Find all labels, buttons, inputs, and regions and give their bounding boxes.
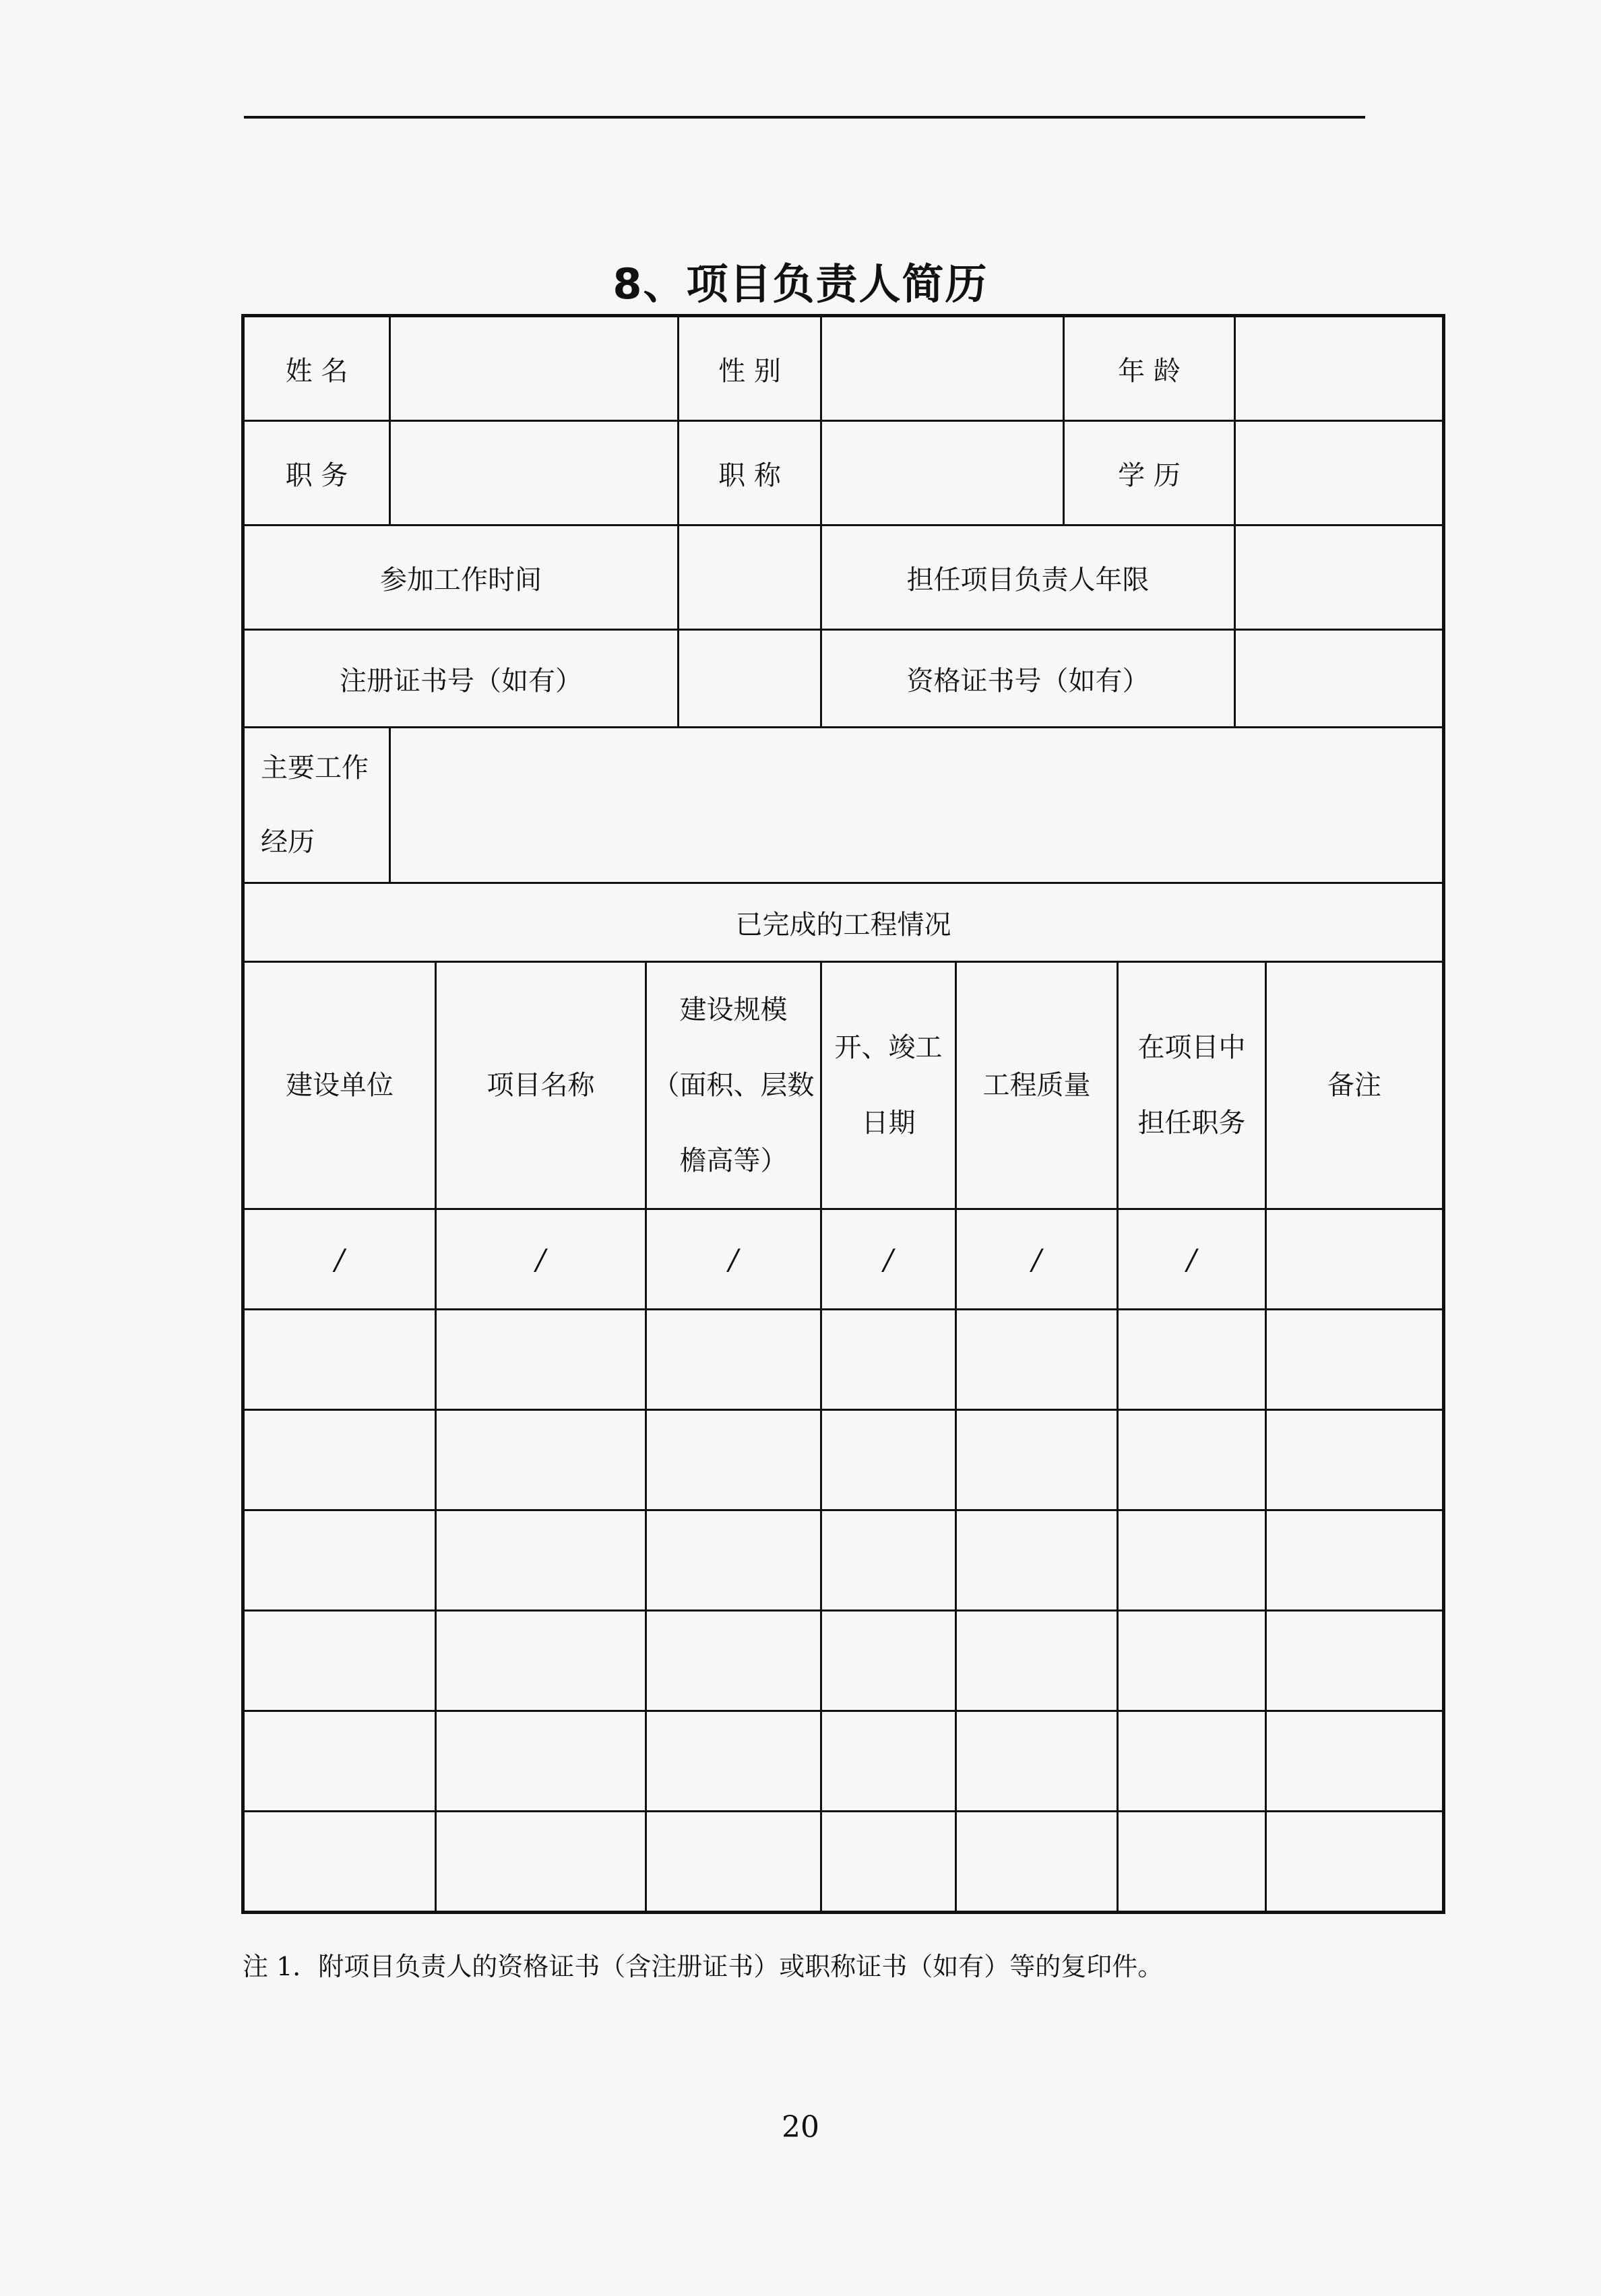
table-cell[interactable] — [646, 1410, 821, 1510]
table-cell[interactable]: / — [821, 1209, 956, 1310]
table-cell[interactable] — [821, 1711, 956, 1812]
scale-line3: 檐高等） — [679, 1145, 788, 1176]
table-row — [243, 1510, 1444, 1611]
header-rule — [244, 116, 1365, 119]
table-cell[interactable] — [821, 1410, 956, 1510]
name-field[interactable] — [390, 316, 679, 421]
table-cell[interactable] — [956, 1310, 1118, 1410]
experience-label-line1: 主要工作 — [261, 753, 369, 784]
table-cell[interactable] — [436, 1711, 646, 1812]
table-cell[interactable] — [646, 1310, 821, 1410]
table-cell[interactable] — [436, 1812, 646, 1913]
table-cell[interactable] — [1118, 1711, 1266, 1812]
table-cell[interactable]: / — [436, 1209, 646, 1310]
table-cell[interactable] — [1266, 1209, 1444, 1310]
table-cell[interactable] — [1266, 1611, 1444, 1711]
education-label: 学 历 — [1064, 421, 1235, 525]
table-cell[interactable]: / — [956, 1209, 1118, 1310]
table-cell[interactable] — [646, 1812, 821, 1913]
scale-line1: 建设规模 — [679, 994, 788, 1025]
col-header-client: 建设单位 — [243, 962, 436, 1209]
table-cell[interactable] — [436, 1310, 646, 1410]
resume-info-table — [241, 314, 1445, 963]
table-cell[interactable] — [243, 1310, 436, 1410]
table-cell[interactable] — [1266, 1711, 1444, 1812]
qual-cert-field[interactable] — [1235, 630, 1444, 728]
work-start-label: 参加工作时间 — [243, 525, 679, 630]
table-cell[interactable] — [1118, 1310, 1266, 1410]
qual-cert-label: 资格证书号（如有） — [821, 630, 1235, 728]
table-cell[interactable] — [243, 1410, 436, 1510]
age-field[interactable] — [1235, 316, 1444, 421]
table-cell[interactable] — [1118, 1410, 1266, 1510]
experience-label — [243, 728, 390, 883]
title-label: 职 称 — [679, 421, 821, 525]
table-cell[interactable] — [646, 1510, 821, 1611]
role-line2: 担任职务 — [1137, 1108, 1246, 1139]
reg-cert-field[interactable] — [679, 630, 821, 728]
empty-rows — [243, 1310, 1444, 1913]
col-header-dates — [821, 962, 956, 1209]
table-cell[interactable] — [1118, 1510, 1266, 1611]
title-field[interactable] — [821, 421, 1064, 525]
table-cell[interactable] — [1266, 1812, 1444, 1913]
table-row — [243, 1310, 1444, 1410]
gender-field[interactable] — [821, 316, 1064, 421]
table-cell[interactable] — [1266, 1510, 1444, 1611]
table-cell[interactable] — [1118, 1812, 1266, 1913]
name-label: 姓 名 — [243, 316, 390, 421]
gender-label: 性 别 — [679, 316, 821, 421]
table-cell[interactable] — [243, 1611, 436, 1711]
table-cell[interactable] — [646, 1611, 821, 1711]
table-cell[interactable] — [1266, 1310, 1444, 1410]
col-header-scale — [646, 962, 821, 1209]
table-cell[interactable]: / — [1118, 1209, 1266, 1310]
dates-line1: 开、竣工 — [834, 1032, 943, 1063]
role-line1: 在项目中 — [1137, 1032, 1246, 1063]
scale-line2: （面积、层数 — [652, 1070, 815, 1101]
col-header-quality: 工程质量 — [956, 962, 1118, 1209]
table-cell[interactable] — [436, 1410, 646, 1510]
table-cell[interactable] — [821, 1611, 956, 1711]
table-cell[interactable] — [243, 1812, 436, 1913]
table-cell[interactable] — [436, 1611, 646, 1711]
table-cell[interactable] — [436, 1510, 646, 1611]
dates-line2: 日期 — [861, 1108, 916, 1139]
table-row — [243, 1410, 1444, 1510]
table-cell[interactable]: / — [243, 1209, 436, 1310]
table-cell[interactable] — [1118, 1611, 1266, 1711]
page-number: 20 — [782, 2110, 819, 2144]
table-cell[interactable] — [243, 1510, 436, 1611]
table-cell[interactable]: / — [646, 1209, 821, 1310]
table-cell[interactable] — [243, 1711, 436, 1812]
page-title: 8、项目负责人简历 — [613, 259, 988, 309]
pm-years-label: 担任项目负责人年限 — [821, 525, 1235, 630]
table-cell[interactable] — [956, 1611, 1118, 1711]
table-cell[interactable] — [821, 1510, 956, 1611]
age-label: 年 龄 — [1064, 316, 1235, 421]
completed-projects-table — [241, 961, 1445, 1914]
table-cell[interactable] — [956, 1812, 1118, 1913]
footnote: 注 1．附项目负责人的资格证书（含注册证书）或职称证书（如有）等的复印件。 — [243, 1952, 1164, 1981]
experience-label-line2: 经历 — [261, 827, 315, 858]
reg-cert-label: 注册证书号（如有） — [243, 630, 679, 728]
table-cell[interactable] — [956, 1711, 1118, 1812]
table-row — [243, 1209, 1444, 1310]
table-row — [243, 1611, 1444, 1711]
table-cell[interactable] — [956, 1410, 1118, 1510]
table-cell[interactable] — [956, 1510, 1118, 1611]
experience-field[interactable] — [390, 728, 1444, 883]
education-field[interactable] — [1235, 421, 1444, 525]
position-field[interactable] — [390, 421, 679, 525]
work-start-field[interactable] — [679, 525, 821, 630]
table-row — [243, 1812, 1444, 1913]
position-label: 职 务 — [243, 421, 390, 525]
table-row — [243, 1711, 1444, 1812]
table-cell[interactable] — [1266, 1410, 1444, 1510]
col-header-remarks: 备注 — [1266, 962, 1444, 1209]
col-header-project-name: 项目名称 — [436, 962, 646, 1209]
completed-projects-heading: 已完成的工程情况 — [243, 883, 1444, 962]
table-cell[interactable] — [646, 1711, 821, 1812]
col-header-role — [1118, 962, 1266, 1209]
pm-years-field[interactable] — [1235, 525, 1444, 630]
table-cell[interactable] — [821, 1812, 956, 1913]
table-cell[interactable] — [821, 1310, 956, 1410]
